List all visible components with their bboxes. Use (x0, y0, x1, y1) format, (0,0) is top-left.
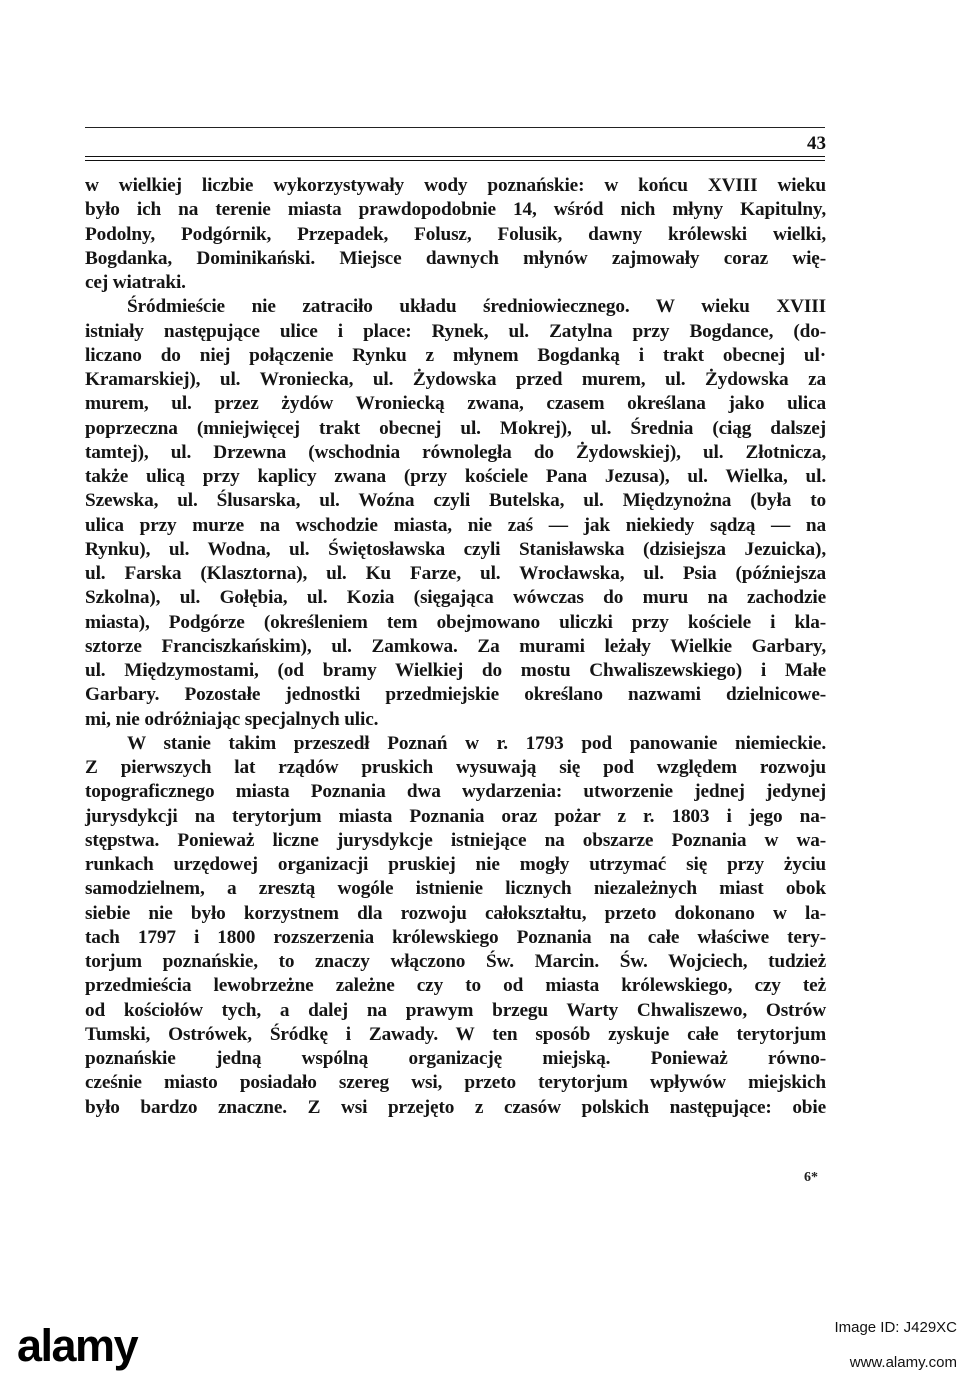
text-line: samodzielnem, a zresztą wogóle istnienie licznych niezależnych miast obok (85, 878, 826, 900)
text-line: cej wiatraki. (85, 272, 186, 293)
stock-footer (0, 1300, 977, 1390)
text-line: miasta), Podgórze (określeniem tem obejmowano uliczki przy kościele i kla- (85, 611, 826, 633)
page-number: 43 (807, 133, 826, 154)
text-line: od kościołów tych, a dalej na prawym brzegu Warty Chwaliszewo, Ostrów (85, 999, 826, 1021)
text-line: tach 1797 i 1800 rozszerzenia królewskiego Poznania na całe właściwe tery- (85, 926, 826, 948)
text-line: sztorze Franciszkańskim), ul. Zamkowa. Za murami leżały Wielkie Garbary, (85, 635, 826, 657)
text-line: Śródmieście nie zatraciło układu średniowiecznego. W wieku XVIII (127, 296, 826, 318)
text-line: Rynku), ul. Wodna, ul. Świętosławska czyli Stanisławska (dzisiejsza Jezuicka), (85, 538, 826, 560)
text-line: Podolny, Podgórnik, Przepadek, Folusz, Folusik, dawny królewski wielki, (85, 223, 826, 245)
text-line: Garbary. Pozostałe jednostki przedmiejskie określano nazwami dzielnicowe- (85, 684, 826, 706)
text-line: jurysdykcji na terytorjum miasta Poznania oraz pożar z r. 1803 i jego na- (85, 805, 826, 827)
text-line: poprzeczna (mniejwięcej trakt obecnej ul. Mokrej), ul. Średnia (ciąg dalszej (85, 417, 826, 439)
printer-signature: 6* (804, 1170, 818, 1185)
text-line: topograficznego miasta Poznania dwa wydarzenia: utworzenie jednej jedynej (85, 781, 826, 803)
header-double-rule (85, 156, 825, 161)
text-line: ul. Farska (Klasztorna), ul. Ku Farze, ul. Wrocławska, ul. Psia (późniejsza (85, 563, 826, 584)
text-line: także ulicą przy kaplicy zwana (przy kościele Pana Jezusa), ul. Wielka, ul. (85, 466, 826, 487)
text-line: Z pierwszych lat rządów pruskich wysuwają się pod względem rozwoju (85, 757, 826, 778)
text-line: Tumski, Ostrówek, Śródkę i Zawady. W ten sposób zyskuje całe terytorjum (85, 1023, 826, 1045)
image-id: Image ID: J429XC (834, 1319, 957, 1336)
text-line: stępstwa. Ponieważ liczne jurysdykcje istniejące na obszarze Poznania w wa- (85, 829, 826, 851)
text-line: runkach urzędowej organizacji pruskiej nie mogły utrzymać się przy życiu (85, 854, 826, 875)
stock-url: www.alamy.com (849, 1354, 957, 1371)
text-line: ulica przy murze na wschodzie miasta, nie zaś — jak niekiedy sądzą — na (85, 514, 826, 536)
text-line: tamtej), ul. Drzewna (wschodnia równoległa do Żydowskiej), ul. Złotnicza, (85, 441, 826, 463)
text-line: Kramarskiej), ul. Wroniecka, ul. Żydowska przed murem, ul. Żydowska za (85, 369, 826, 390)
text-line: liczano do niej połączenie Rynku z młynem Bogdanką i trakt obecnej ul· (85, 344, 826, 366)
text-line: ul. Międzymostami, (od bramy Wielkiej do mostu Chwaliszewskiego) i Małe (85, 660, 826, 681)
header-rule (85, 127, 825, 128)
text-line: było bardzo znaczne. Z wsi przejęto z czasów polskich następujące: obie (85, 1096, 826, 1118)
text-line: Bogdanka, Dominikański. Miejsce dawnych młynów zajmowały coraz wię- (85, 247, 826, 269)
text-line: torjum poznańskie, to znaczy włączono Św. Marcin. Św. Wojciech, tudzież (85, 951, 826, 972)
text-line: siebie nie było korzystnem dla rozwoju całokształtu, przeto dokonano w la- (85, 902, 826, 924)
text-line: przedmieścia lewobrzeżne zależne czy to od miasta królewskiego, czy też (85, 975, 826, 997)
text-line: murem, ul. przez żydów Wroniecką zwana, czasem określana jako ulica (85, 393, 826, 415)
text-line: W stanie takim przeszedł Poznań w r. 1793 pod panowanie niemieckie. (127, 732, 826, 754)
text-line: istniały następujące ulice i place: Rynek, ul. Zatylna przy Bogdance, (do- (85, 320, 826, 342)
text-line: było ich na terenie miasta prawdopodobnie 14, wśród nich młyny Kapitulny, (85, 199, 826, 221)
text-line: w wielkiej liczbie wykorzystywały wody poznańskie: w końcu XVIII wieku (85, 175, 826, 196)
text-line: Szkolna), ul. Gołębia, ul. Kozia (sięgająca wówczas do muru na zachodzie (85, 587, 826, 609)
text-line: mi, nie odróżniając specjalnych ulic. (85, 708, 379, 730)
body-text (85, 174, 826, 1120)
text-line: poznańskie jedną wspólną organizację miejską. Ponieważ równo- (85, 1048, 826, 1069)
text-line: Szewska, ul. Ślusarska, ul. Woźna czyli Butelska, ul. Międzynożna (była to (85, 490, 826, 512)
alamy-logo: alamy (17, 1320, 138, 1371)
text-line: cześnie miasto posiadało szereg wsi, przeto terytorjum wpływów miejskich (85, 1072, 826, 1094)
